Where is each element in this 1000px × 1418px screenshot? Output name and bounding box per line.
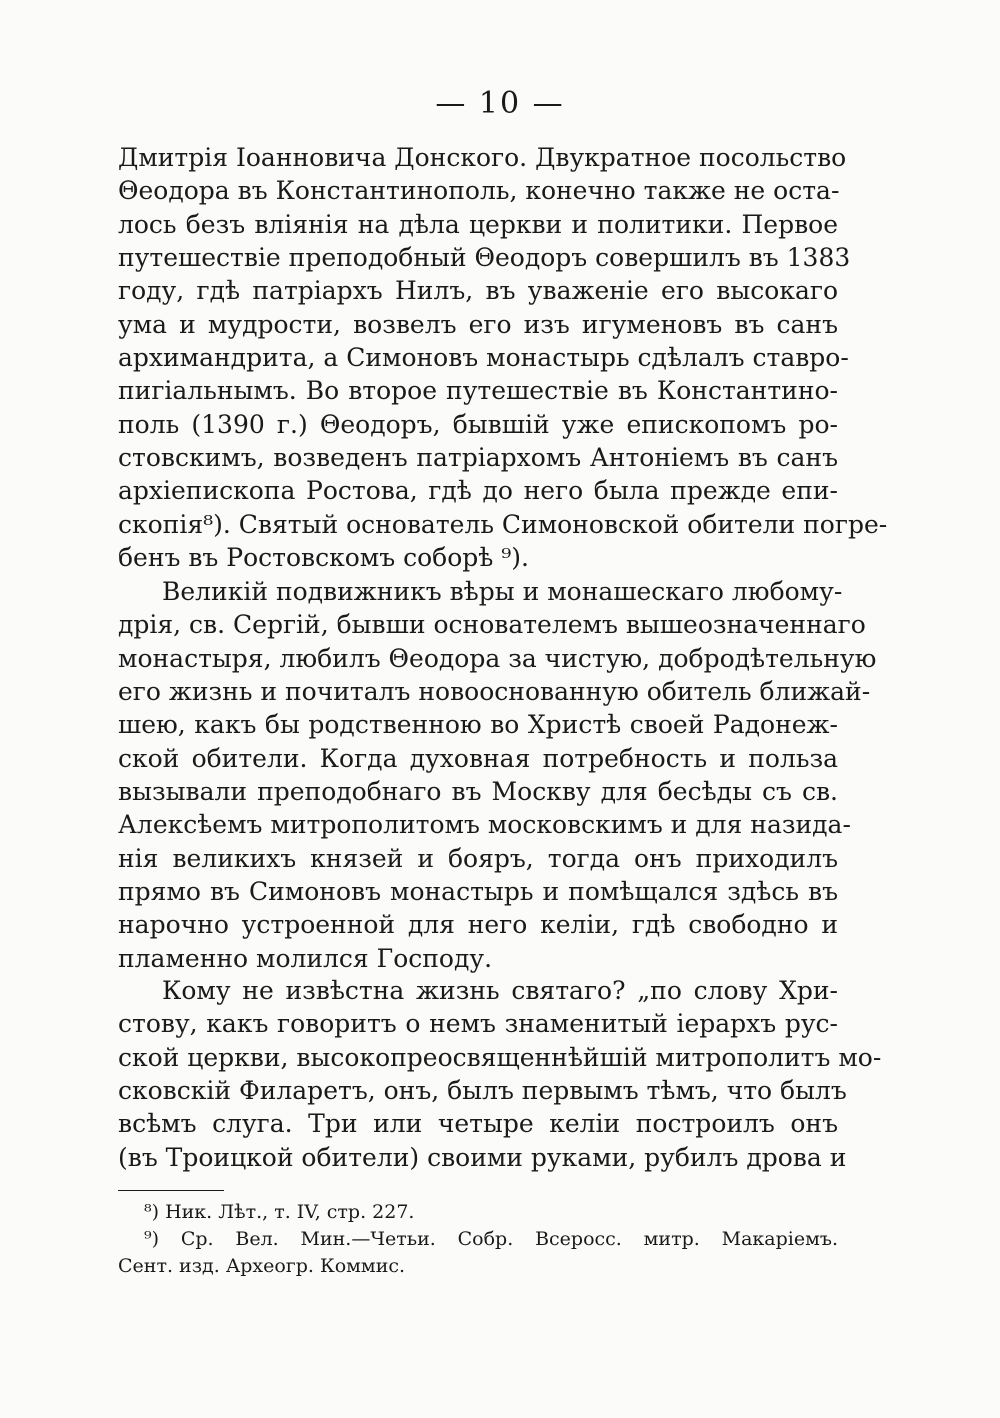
text-line: Θеодора въ Константинополь, конечно также не оста- <box>118 176 840 206</box>
text-line: Алексѣемъ митрополитомъ московскимъ и для назида- <box>118 810 851 840</box>
paragraph-2 <box>118 575 877 975</box>
footnote-8: ⁸) Ник. Лѣт., т. IV, стр. 227. <box>144 1201 415 1223</box>
footnote-9-continued: Сент. изд. Археогр. Коммис. <box>118 1255 406 1277</box>
text-line: его жизнь и почиталъ новооснованную обитель ближай- <box>118 677 871 707</box>
text-line: (въ Троицкой обители) своими руками, рубилъ дрова и <box>118 1142 847 1172</box>
text-line: Дмитрія Іоанновича Донского. Двукратное посольство <box>118 143 847 172</box>
text-line: прямо въ Симоновъ монастырь и помѣщался здѣсь въ <box>118 877 838 907</box>
footnotes <box>118 1199 838 1280</box>
paragraph-1 <box>118 141 888 574</box>
page-number: — 10 — <box>435 86 565 121</box>
text-line: поль (1390 г.) Θеодоръ, бывшій уже епископомъ ро- <box>118 409 838 439</box>
text-line: дрія, св. Сергій, бывши основателемъ вышеозначеннаго <box>118 610 866 640</box>
text-line: пигіальнымъ. Во второе путешествіе въ Константино- <box>118 376 838 406</box>
text-line: стовскимъ, возведенъ патріархомъ Антоніемъ въ санъ <box>118 443 838 473</box>
text-line: ской церкви, высокопреосвященнѣйшій митрополитъ мо- <box>118 1042 882 1072</box>
text-line: всѣмъ слуга. Три или четыре келіи построилъ онъ <box>118 1109 838 1139</box>
text-line: бенъ въ Ростовскомъ соборѣ ⁹). <box>118 543 529 573</box>
text-line: путешествіе преподобный Θеодоръ совершилъ въ 1383 <box>118 243 851 273</box>
text-line: монастыря, любилъ Θеодора за чистую, добродѣтельную <box>118 643 877 673</box>
text-line: пламенно молился Господу. <box>118 943 493 973</box>
text-line: архимандрита, а Симоновъ монастырь сдѣлалъ ставро- <box>118 343 849 373</box>
footnote-divider <box>118 1190 224 1191</box>
text-line: ума и мудрости, возвелъ его изъ игуменовъ въ санъ <box>118 309 838 339</box>
text-line: лось безъ вліянія на дѣла церкви и политики. Первое <box>118 209 838 239</box>
text-line: году, гдѣ патріархъ Нилъ, въ уваженіе его высокаго <box>118 276 838 306</box>
text-line: Кому не извѣстна жизнь святаго? „по слову Хри- <box>162 976 838 1005</box>
footnote-9: ⁹) Ср. Вел. Мин.—Четьи. Собр. Всеросс. митр. Макаріемъ. <box>144 1228 838 1250</box>
text-line: шею, какъ бы родственною во Христѣ своей Радонеж- <box>118 710 838 740</box>
text-line: ской обители. Когда духовная потребность и польза <box>118 743 838 773</box>
text-line: вызывали преподобнаго въ Москву для бесѣды съ св. <box>118 777 838 807</box>
text-line: архіепископа Ростова, гдѣ до него была прежде епи- <box>118 476 838 506</box>
text-line: нія великихъ князей и бояръ, тогда онъ приходилъ <box>118 843 838 873</box>
text-line: сковскій Филаретъ, онъ, былъ первымъ тѣмъ, что былъ <box>118 1076 847 1106</box>
text-line: Великій подвижникъ вѣры и монашескаго любому- <box>162 577 843 606</box>
text-line: скопія⁸). Святый основатель Симоновской обители погре- <box>118 509 888 539</box>
text-line: стову, какъ говоритъ о немъ знаменитый іерархъ рус- <box>118 1009 838 1039</box>
paragraph-3 <box>118 974 882 1174</box>
text-line: нарочно устроенной для него келіи, гдѣ свободно и <box>118 910 838 940</box>
